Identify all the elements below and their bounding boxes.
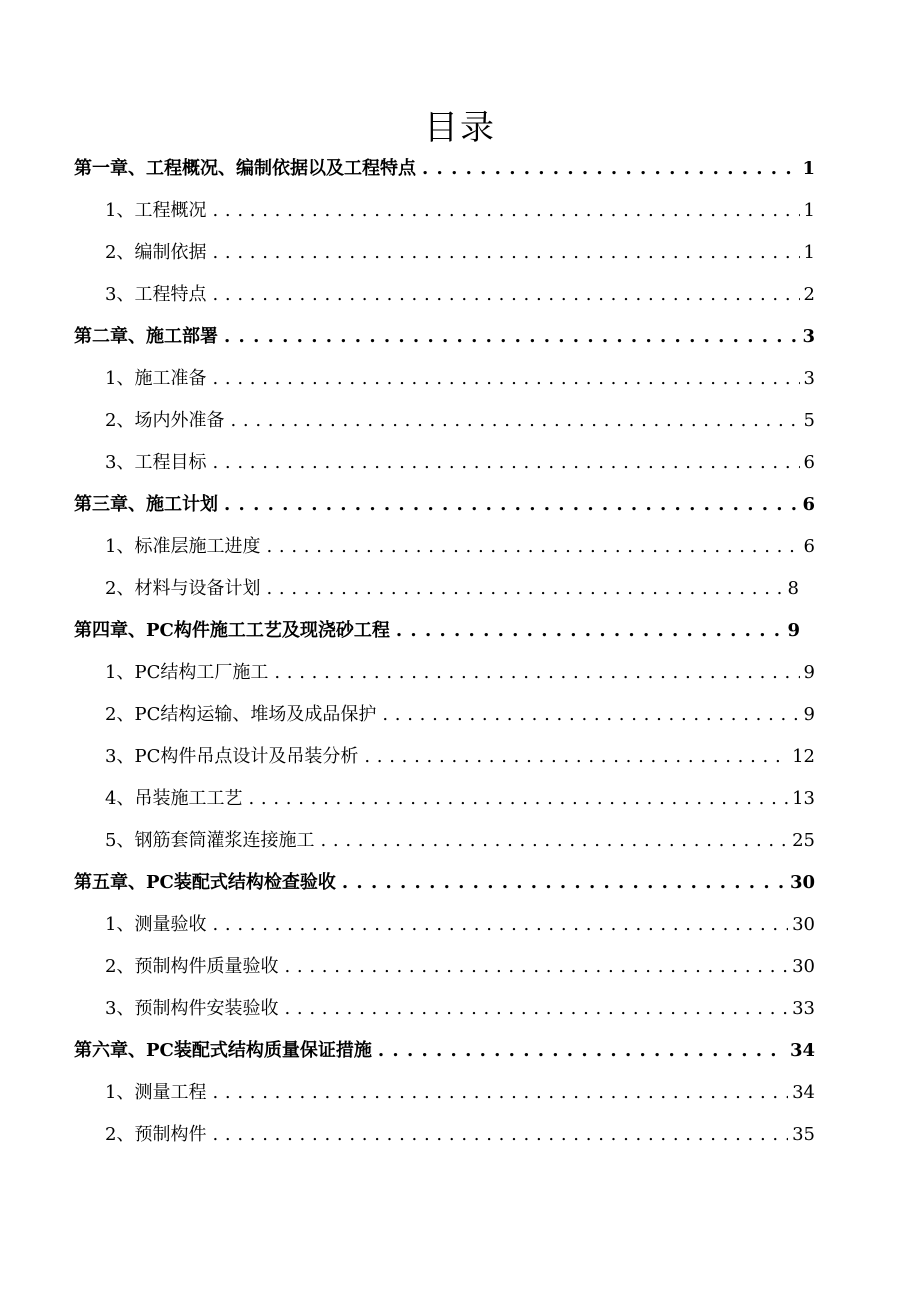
- toc-chapter-1[interactable]: [74, 154, 815, 184]
- toc-entry-title: 第一章、工程概况、编制依据以及工程特点: [74, 158, 416, 179]
- toc-page-number: 35: [792, 1124, 815, 1145]
- toc-page-number: 12: [792, 746, 815, 767]
- toc-entry-title: 2、编制依据: [105, 242, 207, 263]
- toc-leader-dots: [248, 784, 788, 814]
- toc-page-number: 5: [803, 410, 815, 431]
- toc-entry-title: 第六章、PC装配式结构质量保证措施: [74, 1040, 372, 1061]
- toc-section-2-1[interactable]: [105, 364, 815, 394]
- toc-page-number: 1: [802, 158, 815, 179]
- toc-entry-title: 1、标准层施工进度: [105, 536, 261, 557]
- toc-section-2-3[interactable]: [105, 448, 815, 478]
- toc-section-1-2[interactable]: [105, 238, 815, 268]
- toc-leader-dots: [382, 700, 799, 730]
- toc-section-4-4[interactable]: [105, 784, 815, 814]
- toc-section-3-1[interactable]: [105, 532, 815, 562]
- toc-leader-dots: [212, 448, 799, 478]
- toc-leader-dots: [230, 406, 799, 436]
- toc-leader-dots: [284, 994, 788, 1024]
- toc-entry-title: 第四章、PC构件施工工艺及现浇砂工程: [74, 620, 390, 641]
- toc-page-number: 3: [803, 368, 815, 389]
- toc-entry-title: 1、测量验收: [105, 914, 207, 935]
- toc-section-4-1[interactable]: [105, 658, 815, 688]
- toc-leader-dots: [320, 826, 788, 856]
- toc-page-number: 30: [789, 872, 815, 893]
- toc-leader-dots: [396, 616, 784, 646]
- toc-leader-dots: [212, 1120, 788, 1150]
- toc-page-number: 3: [802, 326, 815, 347]
- toc-leader-dots: [422, 154, 798, 184]
- toc-page-number: 25: [792, 830, 815, 851]
- toc-page-number: 33: [792, 998, 815, 1019]
- toc-page-number: 8: [787, 578, 799, 599]
- toc-entry-title: 1、工程概况: [105, 200, 207, 221]
- toc-page-number: 30: [792, 914, 815, 935]
- toc-leader-dots: [342, 868, 786, 898]
- toc-entry-title: 2、场内外准备: [105, 410, 225, 431]
- toc-section-4-3[interactable]: [105, 742, 815, 772]
- toc-section-1-1[interactable]: [105, 196, 815, 226]
- toc-section-4-2[interactable]: [105, 700, 815, 730]
- toc-entry-title: 1、PC结构工厂施工: [105, 662, 269, 683]
- toc-section-2-2[interactable]: [105, 406, 815, 436]
- toc-leader-dots: [212, 280, 799, 310]
- toc-page-number: 13: [792, 788, 815, 809]
- toc-entry-title: 第二章、施工部署: [74, 326, 218, 347]
- toc-chapter-2[interactable]: [74, 322, 815, 352]
- toc-page-number: 6: [803, 536, 815, 557]
- toc-page-number: 34: [792, 1082, 815, 1103]
- toc-leader-dots: [274, 658, 799, 688]
- toc-page-number: 2: [803, 284, 815, 305]
- toc-page-number: 9: [787, 620, 800, 641]
- toc-page-number: 9: [803, 704, 815, 725]
- toc-page-number: 6: [803, 452, 815, 473]
- toc-leader-dots: [212, 196, 799, 226]
- toc-entry-title: 2、PC结构运输、堆场及成品保护: [105, 704, 377, 725]
- toc-entry-title: 3、预制构件安装验收: [105, 998, 279, 1019]
- toc-page-number: 6: [802, 494, 815, 515]
- toc-page-number: 9: [803, 662, 815, 683]
- toc-leader-dots: [266, 574, 783, 604]
- toc-section-3-2[interactable]: [105, 574, 799, 604]
- toc-leader-dots: [266, 532, 799, 562]
- toc-entry-title: 2、预制构件: [105, 1124, 207, 1145]
- toc-chapter-6[interactable]: [74, 1036, 815, 1066]
- toc-entry-title: 2、预制构件质量验收: [105, 956, 279, 977]
- toc-section-5-2[interactable]: [105, 952, 815, 982]
- toc-leader-dots: [212, 364, 799, 394]
- toc-entry-title: 3、工程特点: [105, 284, 207, 305]
- toc-page-number: 34: [789, 1040, 815, 1061]
- toc-section-6-2[interactable]: [105, 1120, 815, 1150]
- toc-leader-dots: [212, 910, 788, 940]
- toc-leader-dots: [364, 742, 788, 772]
- toc-entry-title: 1、施工准备: [105, 368, 207, 389]
- toc-chapter-3[interactable]: [74, 490, 815, 520]
- toc-section-4-5[interactable]: [105, 826, 815, 856]
- toc-leader-dots: [378, 1036, 786, 1066]
- toc-entry-title: 4、吊装施工工艺: [105, 788, 243, 809]
- toc-leader-dots: [224, 322, 798, 352]
- toc-section-5-3[interactable]: [105, 994, 815, 1024]
- toc-entry-title: 2、材料与设备计划: [105, 578, 261, 599]
- toc-leader-dots: [212, 238, 799, 268]
- toc-leader-dots: [284, 952, 788, 982]
- toc-entry-title: 第三章、施工计划: [74, 494, 218, 515]
- toc-leader-dots: [224, 490, 798, 520]
- toc-entry-title: 3、工程目标: [105, 452, 207, 473]
- toc-section-6-1[interactable]: [105, 1078, 815, 1108]
- toc-chapter-4[interactable]: [74, 616, 800, 646]
- toc-section-1-3[interactable]: [105, 280, 815, 310]
- toc-entry-title: 3、PC构件吊点设计及吊装分析: [105, 746, 359, 767]
- toc-section-5-1[interactable]: [105, 910, 815, 940]
- toc-entry-title: 第五章、PC装配式结构检查验收: [74, 872, 336, 893]
- toc-page-number: 30: [792, 956, 815, 977]
- toc-leader-dots: [212, 1078, 788, 1108]
- toc-entry-title: 1、测量工程: [105, 1082, 207, 1103]
- toc-entry-title: 5、钢筋套筒灌浆连接施工: [105, 830, 315, 851]
- toc-chapter-5[interactable]: [74, 868, 815, 898]
- toc-page-number: 1: [803, 200, 815, 221]
- page-title: 目录: [424, 108, 496, 148]
- toc-page-number: 1: [803, 242, 815, 263]
